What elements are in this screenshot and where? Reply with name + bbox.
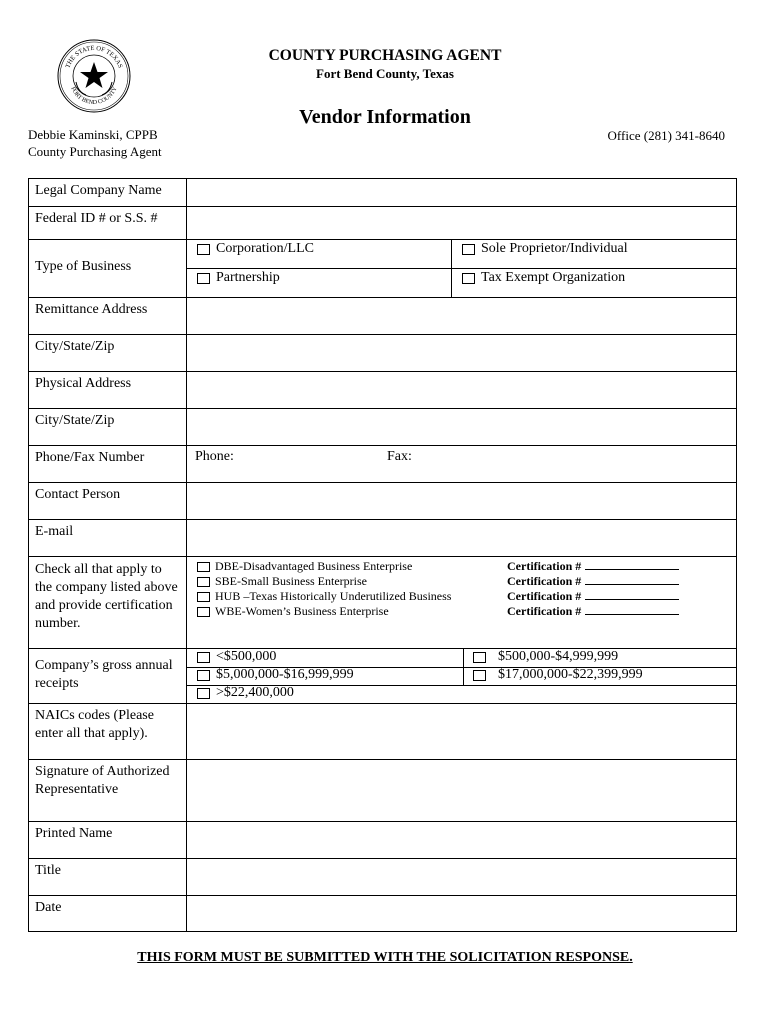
receipts-5m-17m-label: $5,000,000-$16,999,999 (216, 667, 354, 682)
receipts-17m-22m-label: $17,000,000-$22,399,999 (498, 667, 643, 682)
email-field[interactable] (187, 520, 736, 556)
receipts-over-22m-label: >$22,400,000 (216, 685, 294, 700)
receipts-17m-22m-checkbox[interactable] (473, 670, 486, 681)
federal-id-field[interactable] (187, 207, 736, 239)
row-remittance-address (29, 298, 736, 335)
wbe-certification-number[interactable]: Certification # (507, 604, 679, 619)
receipts-5m-17m-option[interactable] (197, 667, 354, 683)
wbe-option[interactable] (197, 604, 389, 619)
gross-receipts-label: Company’s gross annual receipts (29, 649, 187, 703)
receipts-over-22m-option[interactable] (197, 685, 294, 701)
dbe-certification-number[interactable]: Certification # (507, 559, 679, 574)
svg-text:FORT BEND COUNTY: FORT BEND COUNTY (69, 86, 119, 107)
sole-proprietor-option[interactable] (462, 241, 628, 257)
remittance-address-label: Remittance Address (29, 298, 187, 334)
city-state-zip-label: City/State/Zip (29, 335, 187, 371)
row-gross-receipts (29, 649, 736, 704)
row-title (29, 859, 736, 896)
row-signature (29, 760, 736, 822)
hub-label: HUB –Texas Historically Underutilized Business (215, 589, 452, 603)
title-label: Title (29, 859, 187, 895)
receipts-under-500k-option[interactable] (197, 649, 276, 665)
row-date (29, 896, 736, 931)
page-subtitle: Fort Bend County, Texas (316, 66, 454, 81)
svg-text:THE STATE OF TEXAS: THE STATE OF TEXAS (64, 44, 124, 70)
printed-name-field[interactable] (187, 822, 736, 858)
fax-label: Fax: (387, 449, 412, 464)
row-phone-fax (29, 446, 736, 483)
corporation-llc-checkbox[interactable] (197, 244, 210, 255)
hub-checkbox[interactable] (197, 592, 210, 602)
office-phone: Office (281) 341-8640 (607, 128, 725, 143)
agent-title: County Purchasing Agent (28, 144, 162, 159)
city-state-zip-label-2: City/State/Zip (29, 409, 187, 445)
receipts-500k-5m-option[interactable] (473, 649, 618, 665)
sbe-certification-number[interactable]: Certification # (507, 574, 679, 589)
partnership-checkbox[interactable] (197, 273, 210, 284)
printed-name-label: Printed Name (29, 822, 187, 858)
row-legal-company-name (29, 179, 736, 207)
legal-company-name-label: Legal Company Name (29, 179, 187, 206)
phone-label: Phone: (195, 449, 234, 464)
receipts-under-500k-checkbox[interactable] (197, 652, 210, 663)
tax-exempt-option[interactable] (462, 270, 625, 286)
remittance-address-field[interactable] (187, 298, 736, 334)
signature-label: Signature of Authorized Representative (29, 760, 187, 821)
contact-person-label: Contact Person (29, 483, 187, 519)
row-city-state-zip-2 (29, 409, 736, 446)
physical-address-label: Physical Address (29, 372, 187, 408)
receipts-5m-17m-checkbox[interactable] (197, 670, 210, 681)
receipts-under-500k-label: <$500,000 (216, 649, 277, 664)
row-certifications (29, 557, 736, 649)
wbe-label: WBE-Women’s Business Enterprise (215, 604, 389, 618)
wbe-checkbox[interactable] (197, 607, 210, 617)
physical-address-field[interactable] (187, 372, 736, 408)
row-physical-address (29, 372, 736, 409)
city-state-zip-field[interactable] (187, 335, 736, 371)
date-field[interactable] (187, 896, 736, 931)
dbe-label: DBE-Disadvantaged Business Enterprise (215, 559, 413, 573)
receipts-500k-5m-checkbox[interactable] (473, 652, 486, 663)
date-label: Date (29, 896, 187, 931)
agent-name: Debbie Kaminski, CPPB (28, 127, 158, 142)
corporation-llc-option[interactable] (197, 241, 314, 257)
type-of-business-label: Type of Business (29, 240, 187, 297)
form-title: Vendor Information (299, 106, 471, 128)
tax-exempt-label: Tax Exempt Organization (481, 270, 626, 285)
check-all-label: Check all that apply to the company listed above and provide certification number. (29, 557, 187, 648)
dbe-option[interactable] (197, 559, 412, 574)
sbe-label: SBE-Small Business Enterprise (215, 574, 367, 588)
hub-certification-number[interactable]: Certification # (507, 589, 679, 604)
email-label: E-mail (29, 520, 187, 556)
phone-fax-label: Phone/Fax Number (29, 446, 187, 482)
receipts-500k-5m-label: $500,000-$4,999,999 (498, 649, 619, 664)
submission-notice: THIS FORM MUST BE SUBMITTED WITH THE SOLICITATION RESPONSE. (137, 950, 633, 965)
legal-company-name-field[interactable] (187, 179, 736, 206)
sbe-checkbox[interactable] (197, 577, 210, 587)
receipts-over-22m-checkbox[interactable] (197, 688, 210, 699)
naics-label: NAICs codes (Please enter all that apply). (29, 704, 187, 759)
row-printed-name (29, 822, 736, 859)
row-city-state-zip-1 (29, 335, 736, 372)
partnership-option[interactable] (197, 270, 280, 286)
federal-id-label: Federal ID # or S.S. # (29, 207, 187, 239)
row-type-of-business (29, 240, 736, 298)
contact-person-field[interactable] (187, 483, 736, 519)
dbe-checkbox[interactable] (197, 562, 210, 572)
page-title: COUNTY PURCHASING AGENT (268, 47, 502, 64)
receipts-17m-22m-option[interactable] (473, 667, 643, 683)
sole-proprietor-label: Sole Proprietor/Individual (481, 241, 628, 256)
sbe-option[interactable] (197, 574, 367, 589)
sole-proprietor-checkbox[interactable] (462, 244, 475, 255)
row-naics (29, 704, 736, 760)
city-state-zip-field-2[interactable] (187, 409, 736, 445)
partnership-label: Partnership (216, 270, 280, 285)
vendor-form (28, 178, 737, 932)
title-field[interactable] (187, 859, 736, 895)
hub-option[interactable] (197, 589, 451, 604)
signature-field[interactable] (187, 760, 736, 821)
tax-exempt-checkbox[interactable] (462, 273, 475, 284)
row-email (29, 520, 736, 557)
naics-field[interactable] (187, 704, 736, 759)
row-federal-id (29, 207, 736, 240)
row-contact-person (29, 483, 736, 520)
corporation-llc-label: Corporation/LLC (216, 241, 314, 256)
